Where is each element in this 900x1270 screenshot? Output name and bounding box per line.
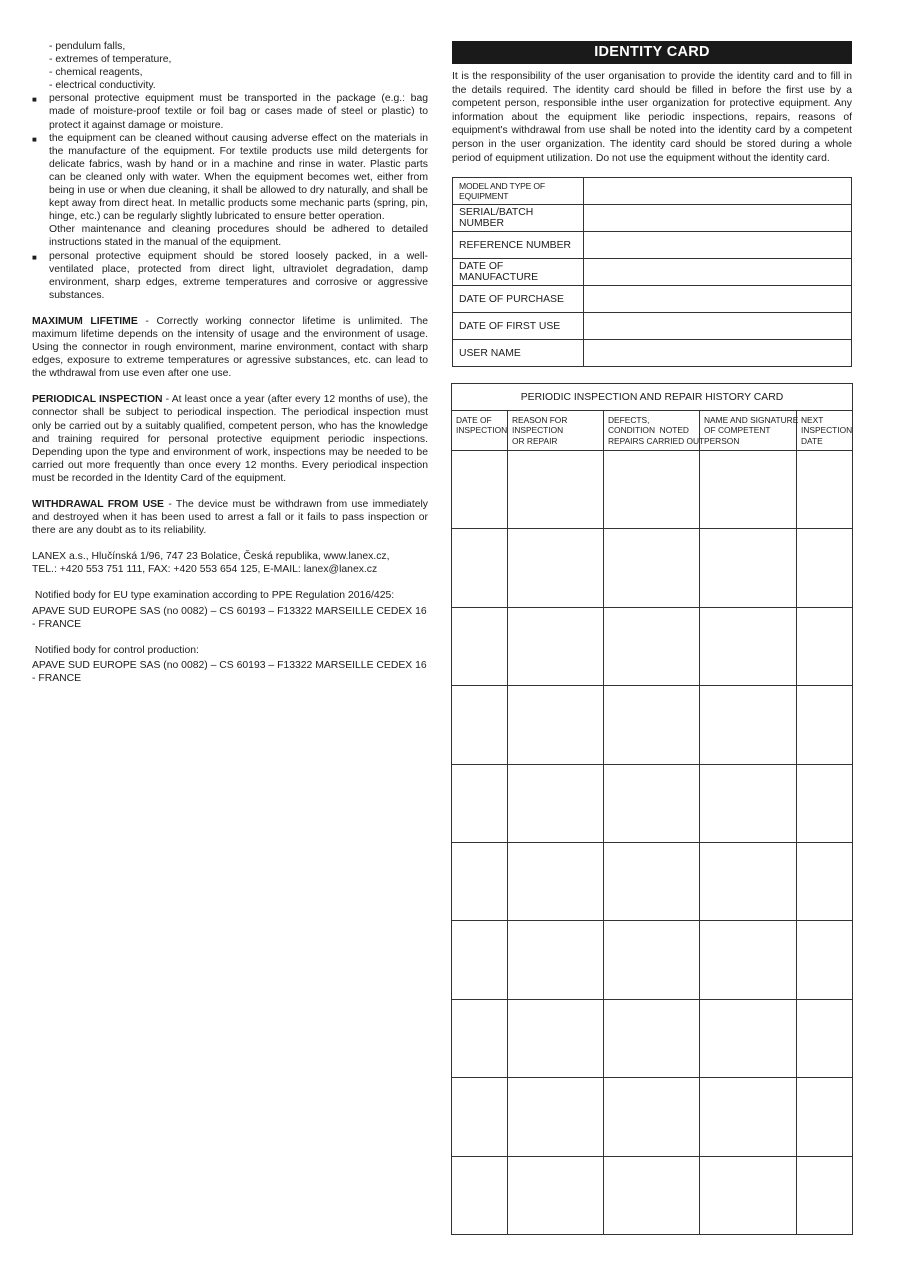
date-cell[interactable] xyxy=(452,686,508,764)
date-cell[interactable] xyxy=(452,607,508,685)
signature-cell[interactable] xyxy=(700,921,797,999)
date-cell[interactable] xyxy=(452,1078,508,1156)
notified-body-title: Notified body for control production: xyxy=(32,644,199,656)
header-line: REASON FOR xyxy=(512,415,568,425)
signature-cell[interactable] xyxy=(700,607,797,685)
identity-row xyxy=(453,313,852,340)
column-header-reason xyxy=(508,411,604,451)
notified-body-text: APAVE SUD EUROPE SAS (no 0082) – CS 60193 – F13322 MARSEILLE CEDEX 16 - FRANCE xyxy=(32,659,427,684)
header-line: INSPECTION xyxy=(801,425,853,436)
field-value[interactable] xyxy=(584,259,852,286)
next-date-cell[interactable] xyxy=(797,764,853,842)
cleaning-bullet xyxy=(32,132,428,250)
date-cell[interactable] xyxy=(452,529,508,607)
identity-card-title: IDENTITY CARD xyxy=(452,41,852,64)
signature-cell[interactable] xyxy=(700,1156,797,1234)
bullet-icon: ■ xyxy=(32,95,37,105)
hazard-item: - chemical reagents, xyxy=(49,67,143,79)
signature-cell[interactable] xyxy=(700,686,797,764)
signature-cell[interactable] xyxy=(700,1078,797,1156)
withdrawal-text: - The device must be withdrawn from use immediately and destroyed when it has been used to arrest a fall or it fails to pass inspection or there are any doubt as to its reliability. xyxy=(32,499,429,537)
defects-cell[interactable] xyxy=(604,764,700,842)
date-cell[interactable] xyxy=(452,999,508,1077)
transport-bullet xyxy=(32,92,428,131)
signature-cell[interactable] xyxy=(700,529,797,607)
next-date-cell[interactable] xyxy=(797,686,853,764)
history-row xyxy=(452,686,853,764)
reason-cell[interactable] xyxy=(508,607,604,685)
header-line: DEFECTS, xyxy=(608,415,650,425)
column-header-next-date xyxy=(797,411,853,451)
transport-text: personal protective equipment must be transported in the package (e.g.: bag made of moisture-proof textile or foil bag or cases made of steel or plastic) to protect it against damage or moisture. xyxy=(49,93,428,131)
column-header-signature xyxy=(700,411,797,451)
next-date-cell[interactable] xyxy=(797,999,853,1077)
identity-row xyxy=(453,286,852,313)
defects-cell[interactable] xyxy=(604,1078,700,1156)
header-line: DATE OF xyxy=(456,415,492,425)
history-row xyxy=(452,529,853,607)
history-row xyxy=(452,921,853,999)
defects-cell[interactable] xyxy=(604,1156,700,1234)
header-line: INSPECTION xyxy=(512,425,564,436)
cleaning-text: the equipment can be cleaned without causing adverse effect on the materials in the manufacture of the equipment. For textile products use mild detergents for delicate fabrics, wash by hand or in a machine and rinse in water. Plastic parts can be cleaned only with water. When the equipment becomes wet, either from being in use or when due cleaning, it shall be allowed to dry naturally, and shall be kept away from direct heat. In metallic products some mechanic parts (spring, pin, hinge, etc.) can be regularly slightly lubricated to ensure better operation. xyxy=(49,132,428,223)
reason-cell[interactable] xyxy=(508,686,604,764)
header-line: CONDITION NOTED xyxy=(608,425,689,436)
field-value[interactable] xyxy=(584,340,852,367)
identity-row xyxy=(453,340,852,367)
next-date-cell[interactable] xyxy=(797,529,853,607)
storage-bullet xyxy=(32,250,428,302)
notified-body-production xyxy=(32,644,428,685)
field-label: MODEL AND TYPE OF EQUIPMENT xyxy=(453,178,584,205)
header-line: NAME AND SIGNATURE xyxy=(704,415,799,425)
field-label: DATE OF FIRST USE xyxy=(453,313,584,340)
lifetime-paragraph xyxy=(32,315,428,380)
identity-card-intro: It is the responsibility of the user organisation to provide the identity card and to fill in the details required. The identity card should be filled in before the first use by a competent person, responsible inthe user organization for protective equipment. Any information about the equipment like periodic inspections, repairs, reasons of equipment's withdrawal from use shall be noted into the identity card by a competent person in the user organization. The identity card should be stored during a whole period of equipment utilization. Do not use the equipment without the identity card. xyxy=(452,71,852,164)
field-value[interactable] xyxy=(584,178,852,205)
history-row xyxy=(452,842,853,920)
column-header-defects xyxy=(604,411,705,451)
history-row xyxy=(452,607,853,685)
defects-cell[interactable] xyxy=(604,999,700,1077)
defects-cell[interactable] xyxy=(604,921,700,999)
history-row xyxy=(452,764,853,842)
identity-row xyxy=(453,205,852,232)
periodical-paragraph xyxy=(32,393,428,485)
reason-cell[interactable] xyxy=(508,921,604,999)
reason-cell[interactable] xyxy=(508,999,604,1077)
withdrawal-paragraph xyxy=(32,498,428,537)
signature-cell[interactable] xyxy=(700,451,797,529)
field-value[interactable] xyxy=(584,313,852,340)
defects-cell[interactable] xyxy=(604,686,700,764)
field-value[interactable] xyxy=(584,205,852,232)
address-line: LANEX a.s., Hlučínská 1/96, 747 23 Bolatice, Česká republika, www.lanex.cz, xyxy=(32,551,390,563)
field-label: USER NAME xyxy=(453,340,584,367)
bullet-icon: ■ xyxy=(32,134,37,144)
next-date-cell[interactable] xyxy=(797,607,853,685)
bullet-icon: ■ xyxy=(32,252,37,262)
reason-cell[interactable] xyxy=(508,529,604,607)
date-cell[interactable] xyxy=(452,451,508,529)
history-card-title: PERIODIC INSPECTION AND REPAIR HISTORY CARD xyxy=(452,384,853,411)
periodical-heading: PERIODICAL INSPECTION xyxy=(32,394,163,406)
next-date-cell[interactable] xyxy=(797,1078,853,1156)
signature-cell[interactable] xyxy=(700,842,797,920)
next-date-cell[interactable] xyxy=(797,451,853,529)
periodical-text: - At least once a year (after every 12 months of use), the connector shall be subject to periodical inspection. The periodical inspection must only be carried out by a suitably qualified, competent person, who has the knowledge and training required for personal protective equipment periodic inspections. Depending upon the type and environment of work, inspections may be needed to be carried out more frequently than once every 12 months. Every periodical inspection must be recorded in the Identity Card of the equipment. xyxy=(32,394,428,484)
identity-row xyxy=(453,178,852,205)
field-label: DATE OF MANUFACTURE xyxy=(453,259,584,286)
hazard-list xyxy=(32,40,428,92)
date-cell[interactable] xyxy=(452,1156,508,1234)
header-line: OR REPAIR xyxy=(512,435,558,446)
field-label: DATE OF PURCHASE xyxy=(453,286,584,313)
withdrawal-heading: WITHDRAWAL FROM USE xyxy=(32,499,164,510)
next-date-cell[interactable] xyxy=(797,1156,853,1234)
care-instructions-column xyxy=(32,40,428,685)
history-rows xyxy=(452,451,853,1235)
field-value[interactable] xyxy=(584,286,852,313)
history-header-row xyxy=(452,411,853,451)
date-cell[interactable] xyxy=(452,921,508,999)
notified-body-type-exam xyxy=(32,589,428,630)
notified-body-title: Notified body for EU type examination according to PPE Regulation 2016/425: xyxy=(32,590,395,602)
header-line: REPAIRS CARRIED OUT xyxy=(608,435,705,446)
identity-card-section xyxy=(452,41,852,165)
storage-text: personal protective equipment should be stored loosely packed, in a well-ventilated place, protected from direct light, ultraviolet degradation, damp environment, sharp edges, extreme temperatures and corrosive or aggressive substances. xyxy=(49,250,428,301)
lifetime-heading: MAXIMUM LIFETIME xyxy=(32,315,138,327)
defects-cell[interactable] xyxy=(604,607,700,685)
cleaning-text-continued: Other maintenance and cleaning procedures should be adhered to detailed instructions stated in the manual of the equipment. xyxy=(49,224,428,249)
hazard-item: - electrical conductivity. xyxy=(49,80,156,92)
reason-cell[interactable] xyxy=(508,1156,604,1234)
next-date-cell[interactable] xyxy=(797,842,853,920)
history-row xyxy=(452,451,853,529)
contact-line: TEL.: +420 553 751 111, FAX: +420 553 654 125, E-MAIL: lanex@lanex.cz xyxy=(32,564,378,576)
hazard-item: - extremes of temperature, xyxy=(49,54,172,66)
field-value[interactable] xyxy=(584,232,852,259)
header-line: OF COMPETENT xyxy=(704,425,771,436)
identity-row xyxy=(453,232,852,259)
reason-cell[interactable] xyxy=(508,1078,604,1156)
date-cell[interactable] xyxy=(452,764,508,842)
history-row xyxy=(452,1156,853,1234)
hazard-item: - pendulum falls, xyxy=(49,41,126,52)
field-label: REFERENCE NUMBER xyxy=(453,232,584,259)
signature-cell[interactable] xyxy=(700,999,797,1077)
history-row xyxy=(452,999,853,1077)
header-line: DATE xyxy=(801,435,823,446)
identity-card-table xyxy=(452,177,852,367)
header-line: INSPECTION xyxy=(456,425,508,436)
reason-cell[interactable] xyxy=(508,842,604,920)
date-cell[interactable] xyxy=(452,842,508,920)
identity-row xyxy=(453,259,852,286)
next-date-cell[interactable] xyxy=(797,921,853,999)
history-row xyxy=(452,1078,853,1156)
lifetime-text: - Correctly working connector lifetime is unlimited. The maximum lifetime depends on the intensity of usage and the environment of usage. Using the connector in rough environment, marine environment, contact with sharp edges, exposure to extreme temperatures or agressive substances, etc. can lead to the wthdrawal from use even after one use. xyxy=(32,315,428,380)
defects-cell[interactable] xyxy=(604,529,700,607)
defects-cell[interactable] xyxy=(604,842,700,920)
header-line: PERSON xyxy=(704,435,740,446)
reason-cell[interactable] xyxy=(508,451,604,529)
signature-cell[interactable] xyxy=(700,764,797,842)
column-header-date xyxy=(452,411,508,451)
notified-body-text: APAVE SUD EUROPE SAS (no 0082) – CS 60193 – F13322 MARSEILLE CEDEX 16 - FRANCE xyxy=(32,605,427,630)
manufacturer-address xyxy=(32,550,428,576)
defects-cell[interactable] xyxy=(604,451,700,529)
reason-cell[interactable] xyxy=(508,764,604,842)
field-label: SERIAL/BATCH NUMBER xyxy=(453,205,584,232)
inspection-history-table xyxy=(451,383,853,1235)
header-line: NEXT xyxy=(801,415,824,425)
